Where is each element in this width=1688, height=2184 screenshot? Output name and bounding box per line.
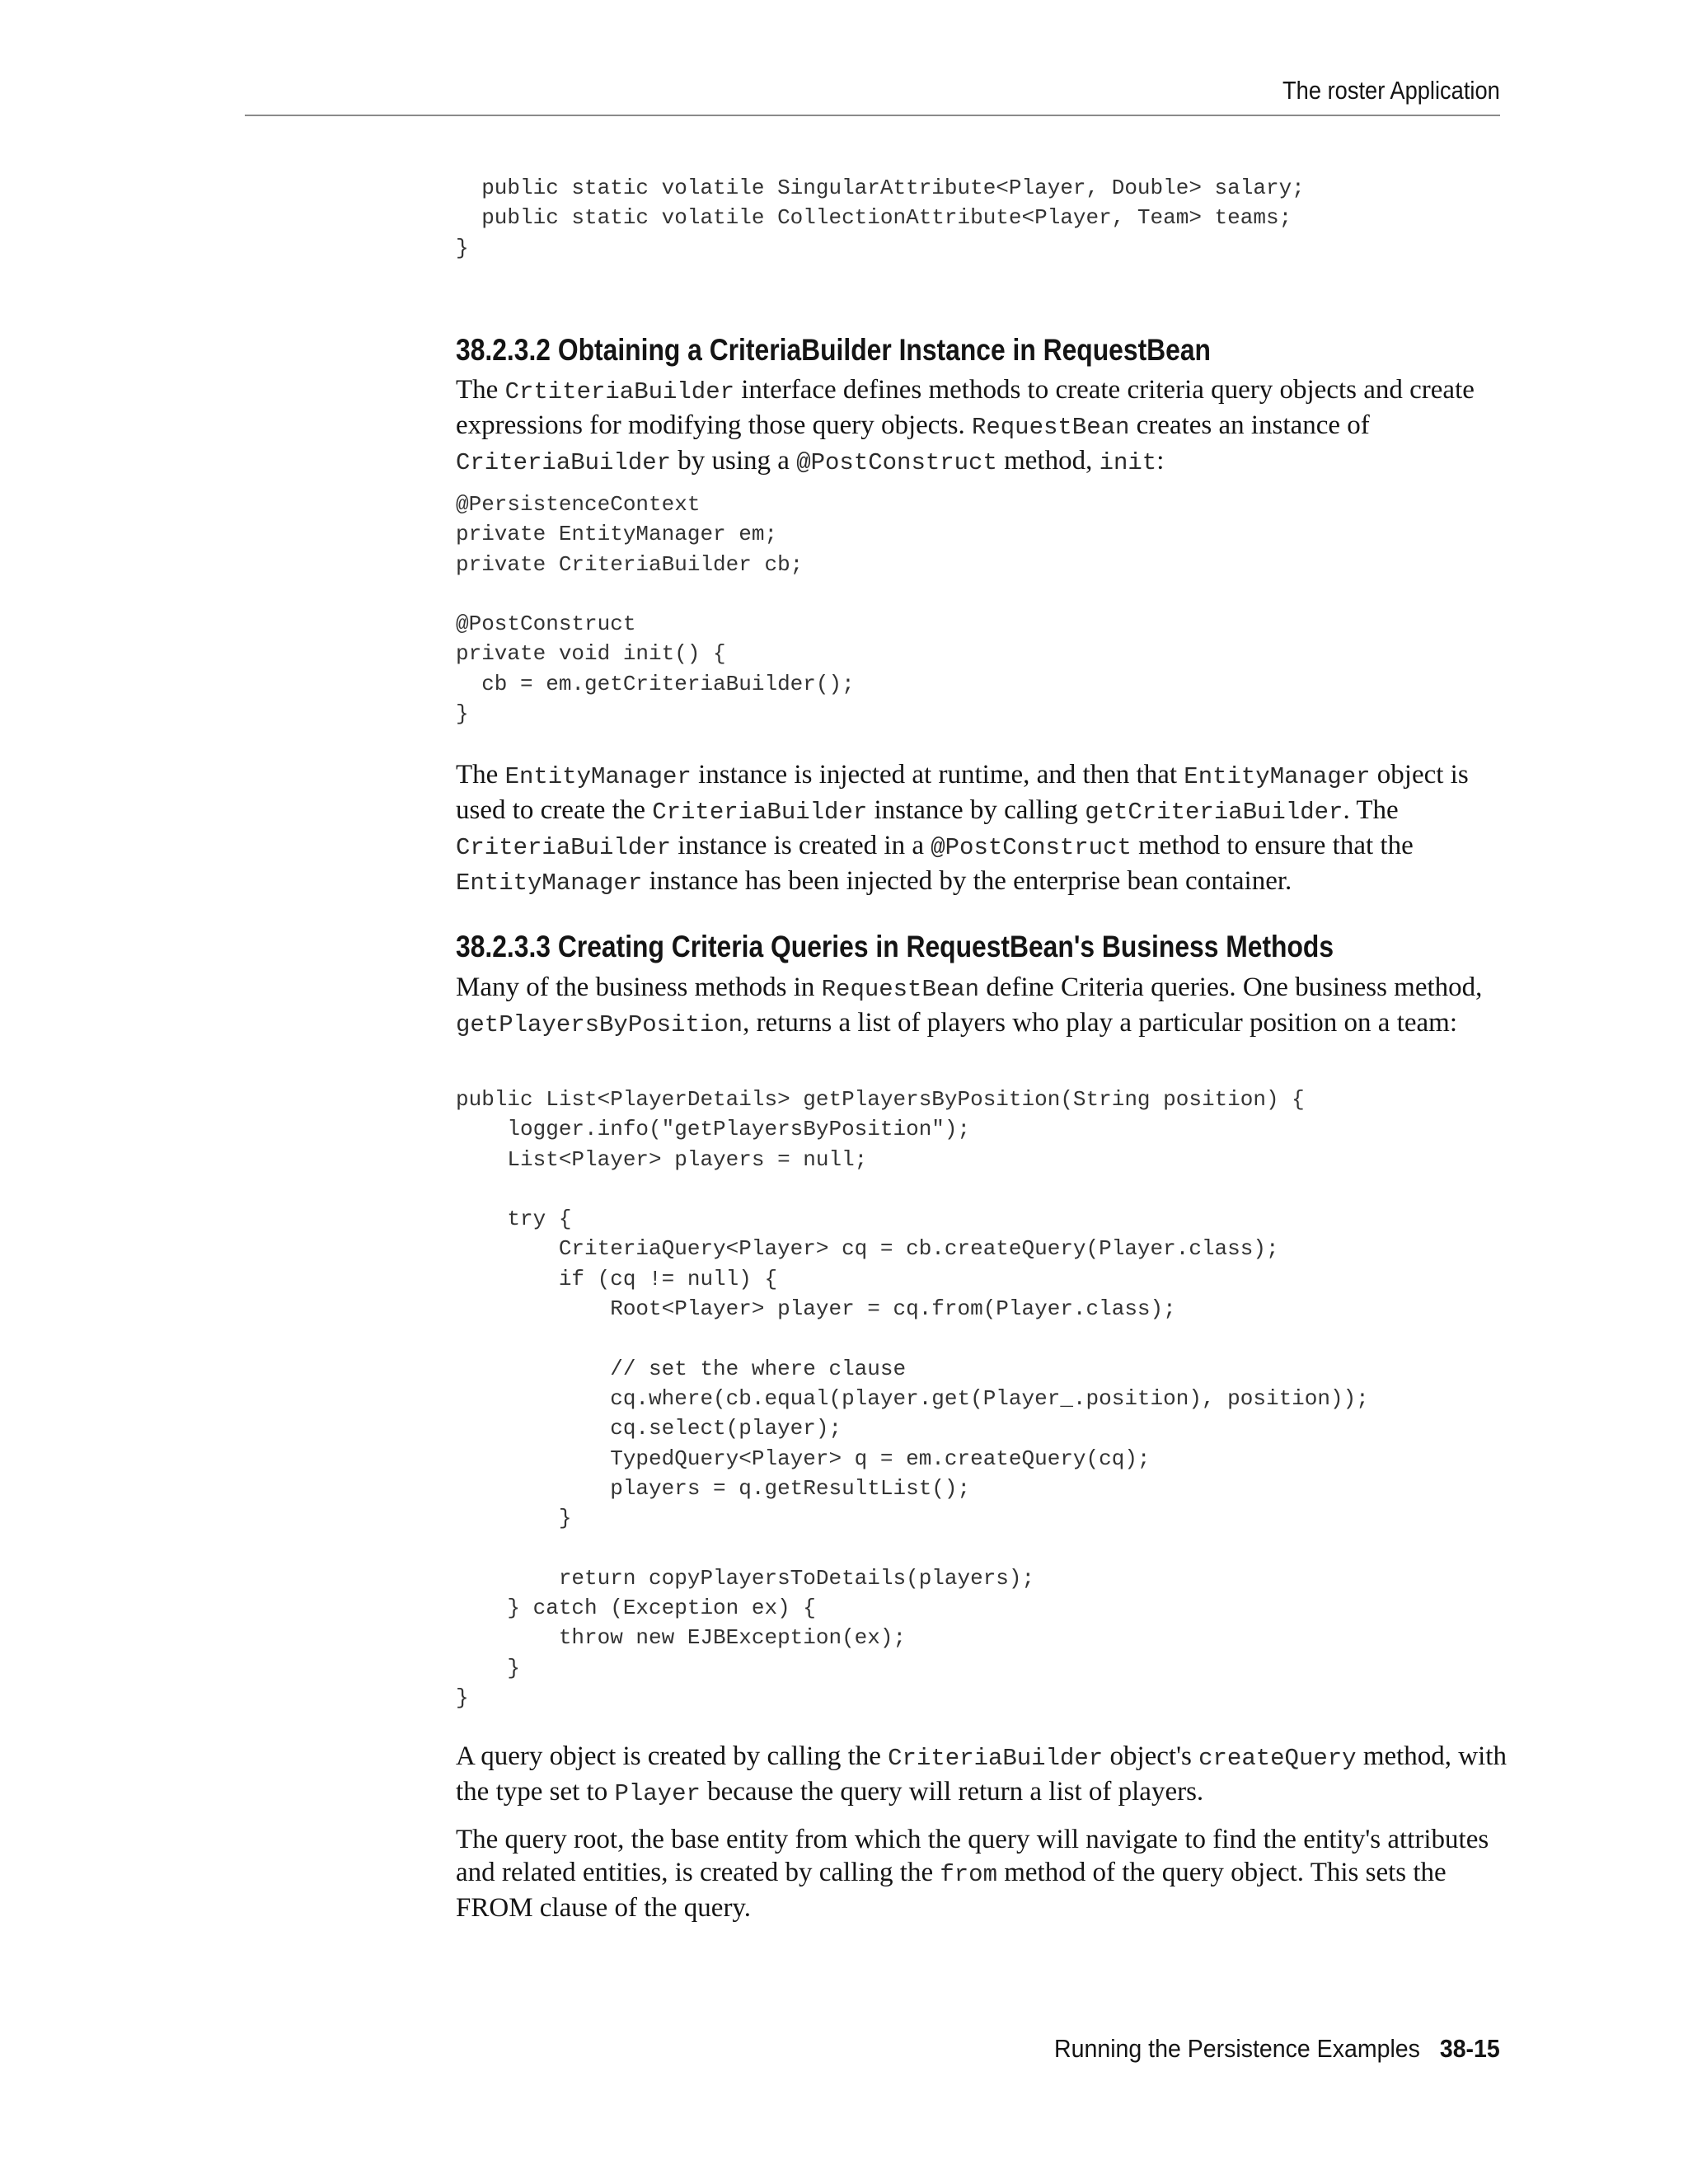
page-footer (1054, 2034, 1500, 2064)
text-run: object is used to create the (456, 760, 1469, 825)
text-run: method, (996, 446, 1100, 476)
text-run: The (456, 760, 505, 790)
text-run: because the query will return a list of players. (700, 1777, 1204, 1807)
inline-code: init (1099, 449, 1157, 476)
inline-code: getCriteriaBuilder (1085, 799, 1343, 826)
text-run: , returns a list of players who play a particular position on a team: (743, 1008, 1457, 1038)
paragraph-business-methods (456, 971, 1507, 1042)
code-block-get-players-by-position: public List<PlayerDetails> getPlayersByPosition(String position) { logger.info("getPlayersByPosition"); List<Player> players = null; try { CriteriaQuery<Player> cq = cb.createQuery(Player.class); if (cq != null) { Root<Player> player = cq.from(Player.class); // set the where clause cq.where(cb.equal(player.get(Player_.position), position)); cq.select(player); TypedQuery<Player> q = em.createQuery(cq); players = q.getResultList(); } return copyPlayersToDetails(players); } catch (Exception ex) { throw new EJBException(ex); } } (456, 1087, 1369, 1710)
inline-code: EntityManager (456, 869, 643, 897)
paragraph-criteria-builder-intro (456, 373, 1507, 480)
inline-code: from (940, 1861, 997, 1888)
text-run: by using a (671, 446, 797, 476)
page-number: 38-15 (1440, 2034, 1500, 2063)
section-heading-criteria-builder: 38.2.3.2 Obtaining a CriteriaBuilder Instance in RequestBean (456, 333, 1211, 367)
running-header: The roster Application (1282, 76, 1500, 105)
paragraph-entity-manager (456, 758, 1507, 900)
inline-code: EntityManager (504, 763, 692, 790)
text-run: The query root, the base entity from which the query will navigate to find the entity's attributes and related entities, is created by calling the (456, 1825, 1489, 1887)
inline-code: @PostConstruct (796, 449, 997, 476)
inline-code: @PostConstruct (931, 834, 1132, 861)
text-run: define Criteria queries. One business method, (979, 972, 1483, 1002)
text-run: method, with the type set to (456, 1741, 1507, 1807)
footer-chapter-title: Running the Persistence Examples (1054, 2034, 1421, 2063)
text-run: A query object is created by calling the (456, 1741, 889, 1771)
text-run: Many of the business methods in (456, 972, 822, 1002)
text-run: object's (1103, 1741, 1199, 1771)
inline-code: Player (614, 1780, 701, 1807)
text-run: method of the query object. This sets the FROM clause of the query. (456, 1858, 1447, 1923)
inline-code: CriteriaBuilder (888, 1745, 1104, 1772)
inline-code: CrtiteriaBuilder (504, 378, 735, 405)
text-run: . The (1343, 795, 1399, 825)
inline-code: EntityManager (1184, 763, 1371, 790)
inline-code: CriteriaBuilder (456, 449, 672, 476)
text-run: The (456, 375, 505, 405)
header-rule (245, 115, 1500, 116)
inline-code: CriteriaBuilder (652, 799, 868, 826)
text-run: instance by calling (867, 795, 1085, 825)
text-run: instance is created in a (671, 831, 931, 860)
inline-code: CriteriaBuilder (456, 834, 672, 861)
code-block-metamodel-tail: public static volatile SingularAttribute<Player, Double> salary; public static volatile CollectionAttribute<Player, Team> teams; } (456, 176, 1305, 260)
inline-code: createQuery (1198, 1745, 1357, 1772)
code-block-init: @PersistenceContext private EntityManager em; private CriteriaBuilder cb; @PostConstruct private void init() { cb = em.getCriteriaBuilder(); } (456, 492, 855, 727)
inline-code: RequestBean (821, 976, 980, 1003)
paragraph-query-object (456, 1740, 1507, 1811)
text-run: instance is injected at runtime, and then that (691, 760, 1184, 790)
paragraph-query-root (456, 1823, 1507, 1924)
inline-code: getPlayersByPosition (456, 1011, 743, 1038)
section-heading-criteria-queries: 38.2.3.3 Creating Criteria Queries in RequestBean's Business Methods (456, 930, 1334, 963)
inline-code: RequestBean (971, 414, 1130, 441)
text-run: interface defines methods to create criteria query objects and create expressions for modifying those query objects. (456, 375, 1475, 440)
text-run: method to ensure that the (1131, 831, 1414, 860)
text-run: : (1156, 446, 1165, 476)
text-run: creates an instance of (1129, 410, 1370, 440)
text-run: instance has been injected by the enterprise bean container. (642, 866, 1292, 896)
